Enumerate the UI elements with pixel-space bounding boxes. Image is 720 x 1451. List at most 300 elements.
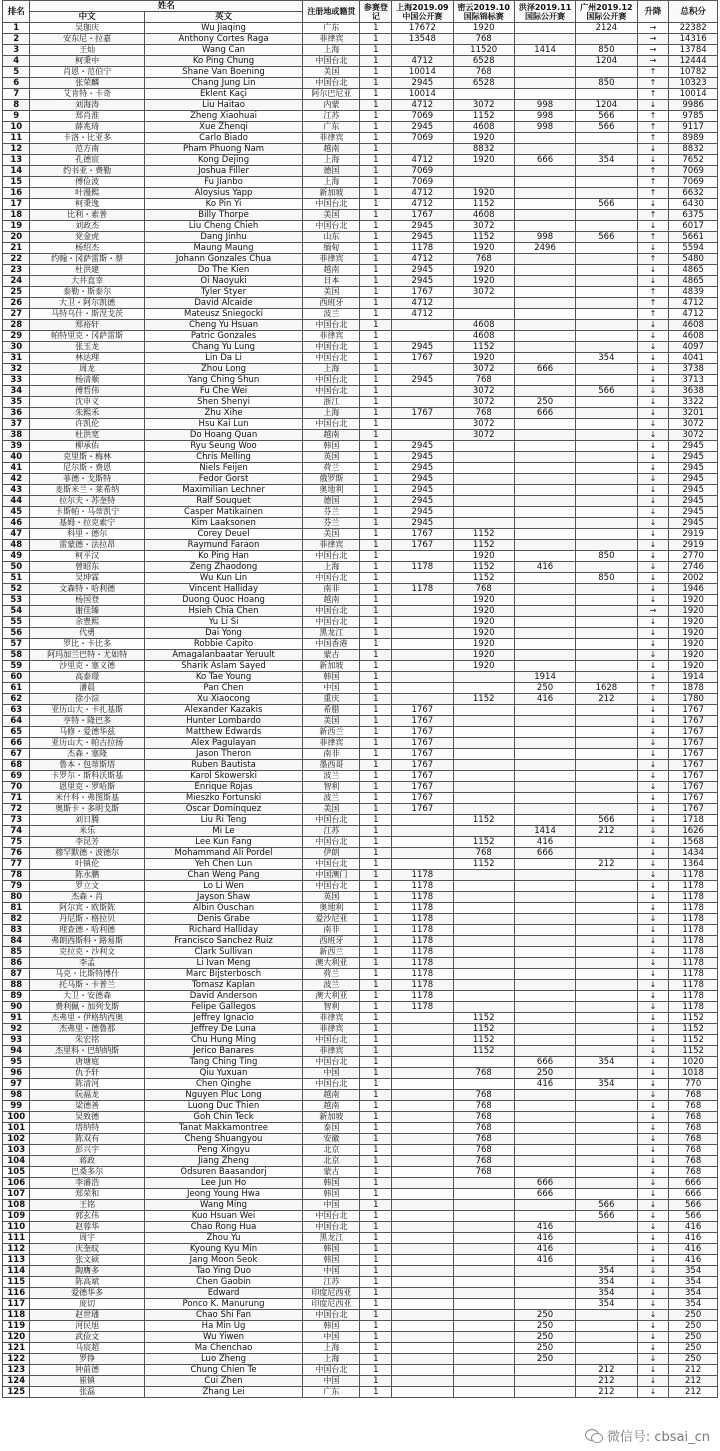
cell-total-points: 2945 [669,463,718,474]
cell-shanghai-points [392,1156,453,1167]
cell-total-points: 768 [669,1167,718,1178]
cell-trend: ↓ [637,947,669,958]
cell-name-cn: 刘海涛 [30,100,144,111]
cell-total-points: 212 [669,1387,718,1398]
cell-miyun-points: 768 [453,67,514,78]
cell-name-en: Patric Gonzales [144,331,303,342]
cell-shanghai-points: 1767 [392,716,453,727]
cell-miyun-points [453,672,514,683]
cell-name-cn: 曾昭东 [30,562,144,573]
cell-registration: 1 [360,606,392,617]
cell-registration: 1 [360,386,392,397]
table-row [3,892,718,903]
cell-name-en: Corey Deuel [144,529,303,540]
cell-name-en: Eklent Kaçi [144,89,303,100]
cell-name-en: Ralf Souquet [144,496,303,507]
cell-region: 南非 [303,749,360,760]
cell-shanghai-points [392,628,453,639]
cell-miyun-points: 4608 [453,320,514,331]
cell-shanghai-points: 2945 [392,375,453,386]
cell-miyun-points: 1920 [453,133,514,144]
cell-guangzhou-points [576,298,637,309]
cell-name-en: Wu Jiaqing [144,23,303,34]
table-header [3,1,718,23]
cell-total-points: 3738 [669,364,718,375]
cell-miyun-points [453,1299,514,1310]
cell-miyun-points: 1920 [453,650,514,661]
table-row [3,507,718,518]
cell-trend: ↓ [637,617,669,628]
cell-trend: ↓ [637,936,669,947]
cell-total-points: 10323 [669,78,718,89]
cell-hongze-points [514,430,575,441]
cell-rank: 48 [3,540,30,551]
cell-hongze-points [514,133,575,144]
cell-hongze-points [514,1145,575,1156]
cell-shanghai-points: 1767 [392,408,453,419]
cell-trend: ↓ [637,716,669,727]
cell-name-cn: 河民旭 [30,1321,144,1332]
cell-hongze-points [514,958,575,969]
cell-rank: 104 [3,1156,30,1167]
table-row [3,419,718,430]
cell-hongze-points: 416 [514,694,575,705]
cell-guangzhou-points [576,628,637,639]
cell-name-cn: 塔纳特 [30,1123,144,1134]
cell-region: 中国台北 [303,1310,360,1321]
cell-miyun-points: 11520 [453,45,514,56]
cell-hongze-points [514,375,575,386]
cell-name-en: Zhou Yu [144,1233,303,1244]
cell-rank: 38 [3,430,30,441]
cell-shanghai-points: 1178 [392,936,453,947]
cell-registration: 1 [360,309,392,320]
table-row [3,1233,718,1244]
cell-rank: 94 [3,1046,30,1057]
cell-guangzhou-points [576,1101,637,1112]
cell-miyun-points: 768 [453,1112,514,1123]
cell-name-en: Jeffrey De Luna [144,1024,303,1035]
cell-trend: ↓ [637,1079,669,1090]
cell-miyun-points: 768 [453,1156,514,1167]
cell-hongze-points [514,419,575,430]
cell-rank: 6 [3,78,30,89]
cell-name-en: Tyler Styer [144,287,303,298]
cell-trend: ↓ [637,496,669,507]
cell-rank: 37 [3,419,30,430]
cell-shanghai-points: 1767 [392,738,453,749]
cell-trend: ↓ [637,914,669,925]
cell-name-en: Lee Kun Fang [144,837,303,848]
cell-name-en: Peng Xingyu [144,1145,303,1156]
cell-shanghai-points: 2945 [392,441,453,452]
table-row [3,694,718,705]
cell-name-cn: 林达理 [30,353,144,364]
cell-hongze-points [514,265,575,276]
cell-guangzhou-points: 2124 [576,23,637,34]
cell-hongze-points [514,595,575,606]
cell-miyun-points [453,1343,514,1354]
cell-total-points: 1718 [669,815,718,826]
cell-hongze-points: 250 [514,1068,575,1079]
cell-name-cn: 杨国登 [30,595,144,606]
cell-miyun-points [453,1310,514,1321]
cell-trend: ↑ [637,111,669,122]
cell-name-en: Jeong Young Hwa [144,1189,303,1200]
table-row [3,738,718,749]
cell-rank: 78 [3,870,30,881]
cell-shanghai-points: 1178 [392,903,453,914]
cell-name-cn: 彭兴宇 [30,1145,144,1156]
cell-trend: ↓ [637,155,669,166]
cell-shanghai-points [392,1244,453,1255]
cell-trend: ↑ [637,133,669,144]
cell-total-points: 1364 [669,859,718,870]
cell-region: 菲律宾 [303,738,360,749]
cell-rank: 60 [3,672,30,683]
cell-miyun-points: 1920 [453,155,514,166]
cell-rank: 84 [3,936,30,947]
cell-shanghai-points [392,595,453,606]
cell-registration: 1 [360,1090,392,1101]
cell-name-cn: 卡斯帕・马蒂凯宁 [30,507,144,518]
cell-region: 江苏 [303,111,360,122]
cell-name-en: Pan Chen [144,683,303,694]
cell-rank: 55 [3,617,30,628]
cell-rank: 114 [3,1266,30,1277]
cell-name-cn: 约书亚・费勒 [30,166,144,177]
cell-registration: 1 [360,991,392,1002]
cell-hongze-points: 250 [514,1321,575,1332]
cell-rank: 46 [3,518,30,529]
cell-name-en: Johann Gonzales Chua [144,254,303,265]
cell-hongze-points [514,606,575,617]
table-row [3,100,718,111]
table-row [3,342,718,353]
cell-miyun-points: 1152 [453,1024,514,1035]
cell-hongze-points [514,892,575,903]
cell-rank: 39 [3,441,30,452]
cell-name-cn: 薛兆琦 [30,122,144,133]
cell-rank: 52 [3,584,30,595]
cell-shanghai-points [392,1299,453,1310]
cell-region: 中国台北 [303,1365,360,1376]
cell-guangzhou-points: 354 [576,353,637,364]
cell-rank: 34 [3,386,30,397]
cell-total-points: 7652 [669,155,718,166]
cell-trend: → [637,606,669,617]
cell-trend: ↓ [637,1057,669,1068]
cell-miyun-points [453,1222,514,1233]
cell-miyun-points [453,804,514,815]
cell-region: 中国台北 [303,1057,360,1068]
cell-trend: ↓ [637,441,669,452]
cell-name-en: Liu Haitao [144,100,303,111]
cell-hongze-points [514,1002,575,1013]
cell-name-en: Felipe Gallegos [144,1002,303,1013]
cell-region: 南非 [303,925,360,936]
cell-registration: 1 [360,837,392,848]
cell-shanghai-points [392,1013,453,1024]
table-row [3,1145,718,1156]
cell-miyun-points: 1152 [453,342,514,353]
cell-registration: 1 [360,243,392,254]
cell-shanghai-points [392,1090,453,1101]
cell-total-points: 2919 [669,529,718,540]
cell-total-points: 4839 [669,287,718,298]
cell-shanghai-points: 2945 [392,452,453,463]
cell-name-cn: 仇予轩 [30,1068,144,1079]
cell-hongze-points [514,551,575,562]
cell-registration: 1 [360,925,392,936]
cell-rank: 22 [3,254,30,265]
cell-hongze-points [514,815,575,826]
cell-hongze-points [514,1013,575,1024]
cell-miyun-points: 768 [453,1101,514,1112]
cell-guangzhou-points [576,419,637,430]
cell-region: 越南 [303,1101,360,1112]
cell-name-cn: 帕特里克・冈萨雷斯 [30,331,144,342]
cell-name-en: Chang Yu Lung [144,342,303,353]
cell-rank: 77 [3,859,30,870]
cell-miyun-points [453,89,514,100]
cell-total-points: 768 [669,1145,718,1156]
cell-total-points: 354 [669,1266,718,1277]
cell-hongze-points [514,617,575,628]
cell-hongze-points: 250 [514,1310,575,1321]
cell-miyun-points [453,518,514,529]
table-row [3,584,718,595]
cell-total-points: 212 [669,1376,718,1387]
cell-registration: 1 [360,166,392,177]
cell-rank: 74 [3,826,30,837]
cell-registration: 1 [360,375,392,386]
cell-total-points: 1920 [669,661,718,672]
cell-rank: 13 [3,155,30,166]
cell-trend: ↓ [637,1002,669,1013]
cell-trend: ↓ [637,1200,669,1211]
cell-registration: 1 [360,1211,392,1222]
cell-rank: 102 [3,1134,30,1145]
cell-miyun-points [453,892,514,903]
cell-miyun-points [453,727,514,738]
cell-rank: 91 [3,1013,30,1024]
cell-miyun-points: 768 [453,1123,514,1134]
cell-miyun-points: 6528 [453,56,514,67]
cell-shanghai-points [392,1046,453,1057]
cell-total-points: 1178 [669,936,718,947]
table-row [3,1354,718,1365]
cell-name-cn: 巴桑多尔 [30,1167,144,1178]
cell-shanghai-points: 1178 [392,991,453,1002]
cell-shanghai-points [392,1123,453,1134]
cell-trend: ↓ [637,892,669,903]
cell-guangzhou-points [576,991,637,1002]
cell-region: 德国 [303,166,360,177]
cell-name-en: Xue Zhenqi [144,122,303,133]
cell-hongze-points [514,584,575,595]
cell-total-points: 1767 [669,705,718,716]
cell-name-en: Liu Cheng Chieh [144,221,303,232]
cell-region: 上海 [303,408,360,419]
cell-shanghai-points [392,386,453,397]
cell-guangzhou-points: 354 [576,1277,637,1288]
cell-shanghai-points: 1767 [392,782,453,793]
cell-region: 上海 [303,177,360,188]
cell-miyun-points [453,749,514,760]
cell-shanghai-points [392,694,453,705]
cell-region: 澳大利亚 [303,991,360,1002]
table-row [3,144,718,155]
cell-rank: 8 [3,100,30,111]
cell-trend: ↑ [637,166,669,177]
cell-region: 西班牙 [303,936,360,947]
cell-hongze-points: 416 [514,562,575,573]
table-row [3,397,718,408]
cell-shanghai-points [392,617,453,628]
cell-guangzhou-points: 354 [576,1299,637,1310]
cell-hongze-points [514,727,575,738]
cell-total-points: 1767 [669,793,718,804]
cell-guangzhou-points [576,947,637,958]
cell-miyun-points: 3072 [453,386,514,397]
cell-region: 韩国 [303,1255,360,1266]
cell-registration: 1 [360,881,392,892]
cell-trend: → [637,45,669,56]
cell-total-points: 4097 [669,342,718,353]
cell-rank: 24 [3,276,30,287]
cell-guangzhou-points: 354 [576,155,637,166]
cell-name-en: Lin Da Li [144,353,303,364]
cell-name-en: Yu Li Si [144,617,303,628]
cell-name-cn: 奥斯卡・多明戈斯 [30,804,144,815]
cell-hongze-points: 416 [514,1233,575,1244]
cell-guangzhou-points [576,496,637,507]
cell-total-points: 666 [669,1178,718,1189]
cell-shanghai-points [392,1266,453,1277]
cell-registration: 1 [360,1024,392,1035]
cell-hongze-points [514,485,575,496]
cell-region: 荷兰 [303,463,360,474]
cell-trend: ↓ [637,397,669,408]
cell-total-points: 4608 [669,320,718,331]
cell-rank: 112 [3,1244,30,1255]
cell-trend: ↓ [637,1046,669,1057]
cell-trend: ↓ [637,639,669,650]
cell-hongze-points [514,1299,575,1310]
cell-registration: 1 [360,562,392,573]
cell-trend: ↑ [637,122,669,133]
cell-rank: 101 [3,1123,30,1134]
cell-guangzhou-points: 212 [576,859,637,870]
header-rank: 排名 [3,1,30,23]
cell-rank: 116 [3,1288,30,1299]
cell-region: 荷兰 [303,969,360,980]
cell-registration: 1 [360,958,392,969]
cell-guangzhou-points [576,177,637,188]
cell-hongze-points [514,1090,575,1101]
cell-shanghai-points: 4712 [392,56,453,67]
cell-name-cn: 米乐 [30,826,144,837]
cell-name-cn: 叶镇伦 [30,859,144,870]
cell-rank: 14 [3,166,30,177]
cell-total-points: 1178 [669,969,718,980]
cell-shanghai-points: 1767 [392,727,453,738]
cell-total-points: 6430 [669,199,718,210]
cell-region: 中国 [303,1200,360,1211]
cell-trend: → [637,34,669,45]
cell-name-en: Goh Chin Teck [144,1112,303,1123]
cell-region: 新加坡 [303,661,360,672]
cell-name-cn: 陈永鹏 [30,870,144,881]
cell-shanghai-points [392,848,453,859]
cell-name-en: David Alcaide [144,298,303,309]
table-row [3,1321,718,1332]
cell-total-points: 4712 [669,309,718,320]
cell-name-cn: 柯平汉 [30,551,144,562]
cell-name-en: Tanat Makkamontree [144,1123,303,1134]
table-row [3,837,718,848]
cell-rank: 10 [3,122,30,133]
cell-hongze-points [514,573,575,584]
cell-hongze-points [514,628,575,639]
cell-shanghai-points: 10014 [392,89,453,100]
cell-rank: 61 [3,683,30,694]
cell-rank: 27 [3,309,30,320]
cell-name-cn: 托马斯・卡普兰 [30,980,144,991]
cell-miyun-points [453,1277,514,1288]
cell-rank: 90 [3,1002,30,1013]
cell-region: 美国 [303,529,360,540]
cell-trend: ↓ [637,199,669,210]
table-row [3,199,718,210]
cell-trend: ↓ [637,1156,669,1167]
cell-trend: ↓ [637,518,669,529]
cell-region: 菲律宾 [303,254,360,265]
cell-guangzhou-points [576,793,637,804]
cell-hongze-points [514,914,575,925]
cell-registration: 1 [360,34,392,45]
cell-shanghai-points [392,1178,453,1189]
cell-total-points: 1914 [669,672,718,683]
cell-trend: ↑ [637,683,669,694]
cell-rank: 20 [3,232,30,243]
cell-total-points: 2945 [669,474,718,485]
cell-registration: 1 [360,892,392,903]
cell-shanghai-points: 4712 [392,155,453,166]
cell-rank: 26 [3,298,30,309]
cell-region: 波兰 [303,309,360,320]
table-row [3,881,718,892]
cell-shanghai-points [392,573,453,584]
cell-shanghai-points: 2945 [392,507,453,518]
cell-name-cn: 吴致德 [30,1112,144,1123]
cell-total-points: 1152 [669,1035,718,1046]
cell-hongze-points: 666 [514,1178,575,1189]
cell-guangzhou-points [576,606,637,617]
cell-name-cn: 周龙 [30,364,144,375]
cell-total-points: 7069 [669,177,718,188]
cell-total-points: 3322 [669,397,718,408]
header-event-miyun: 密云2019.10国际锦标赛 [453,1,514,23]
cell-guangzhou-points [576,639,637,650]
cell-name-cn: 大卫・安德森 [30,991,144,1002]
cell-total-points: 666 [669,1189,718,1200]
cell-guangzhou-points [576,1310,637,1321]
cell-total-points: 3638 [669,386,718,397]
cell-miyun-points [453,760,514,771]
cell-total-points: 9785 [669,111,718,122]
